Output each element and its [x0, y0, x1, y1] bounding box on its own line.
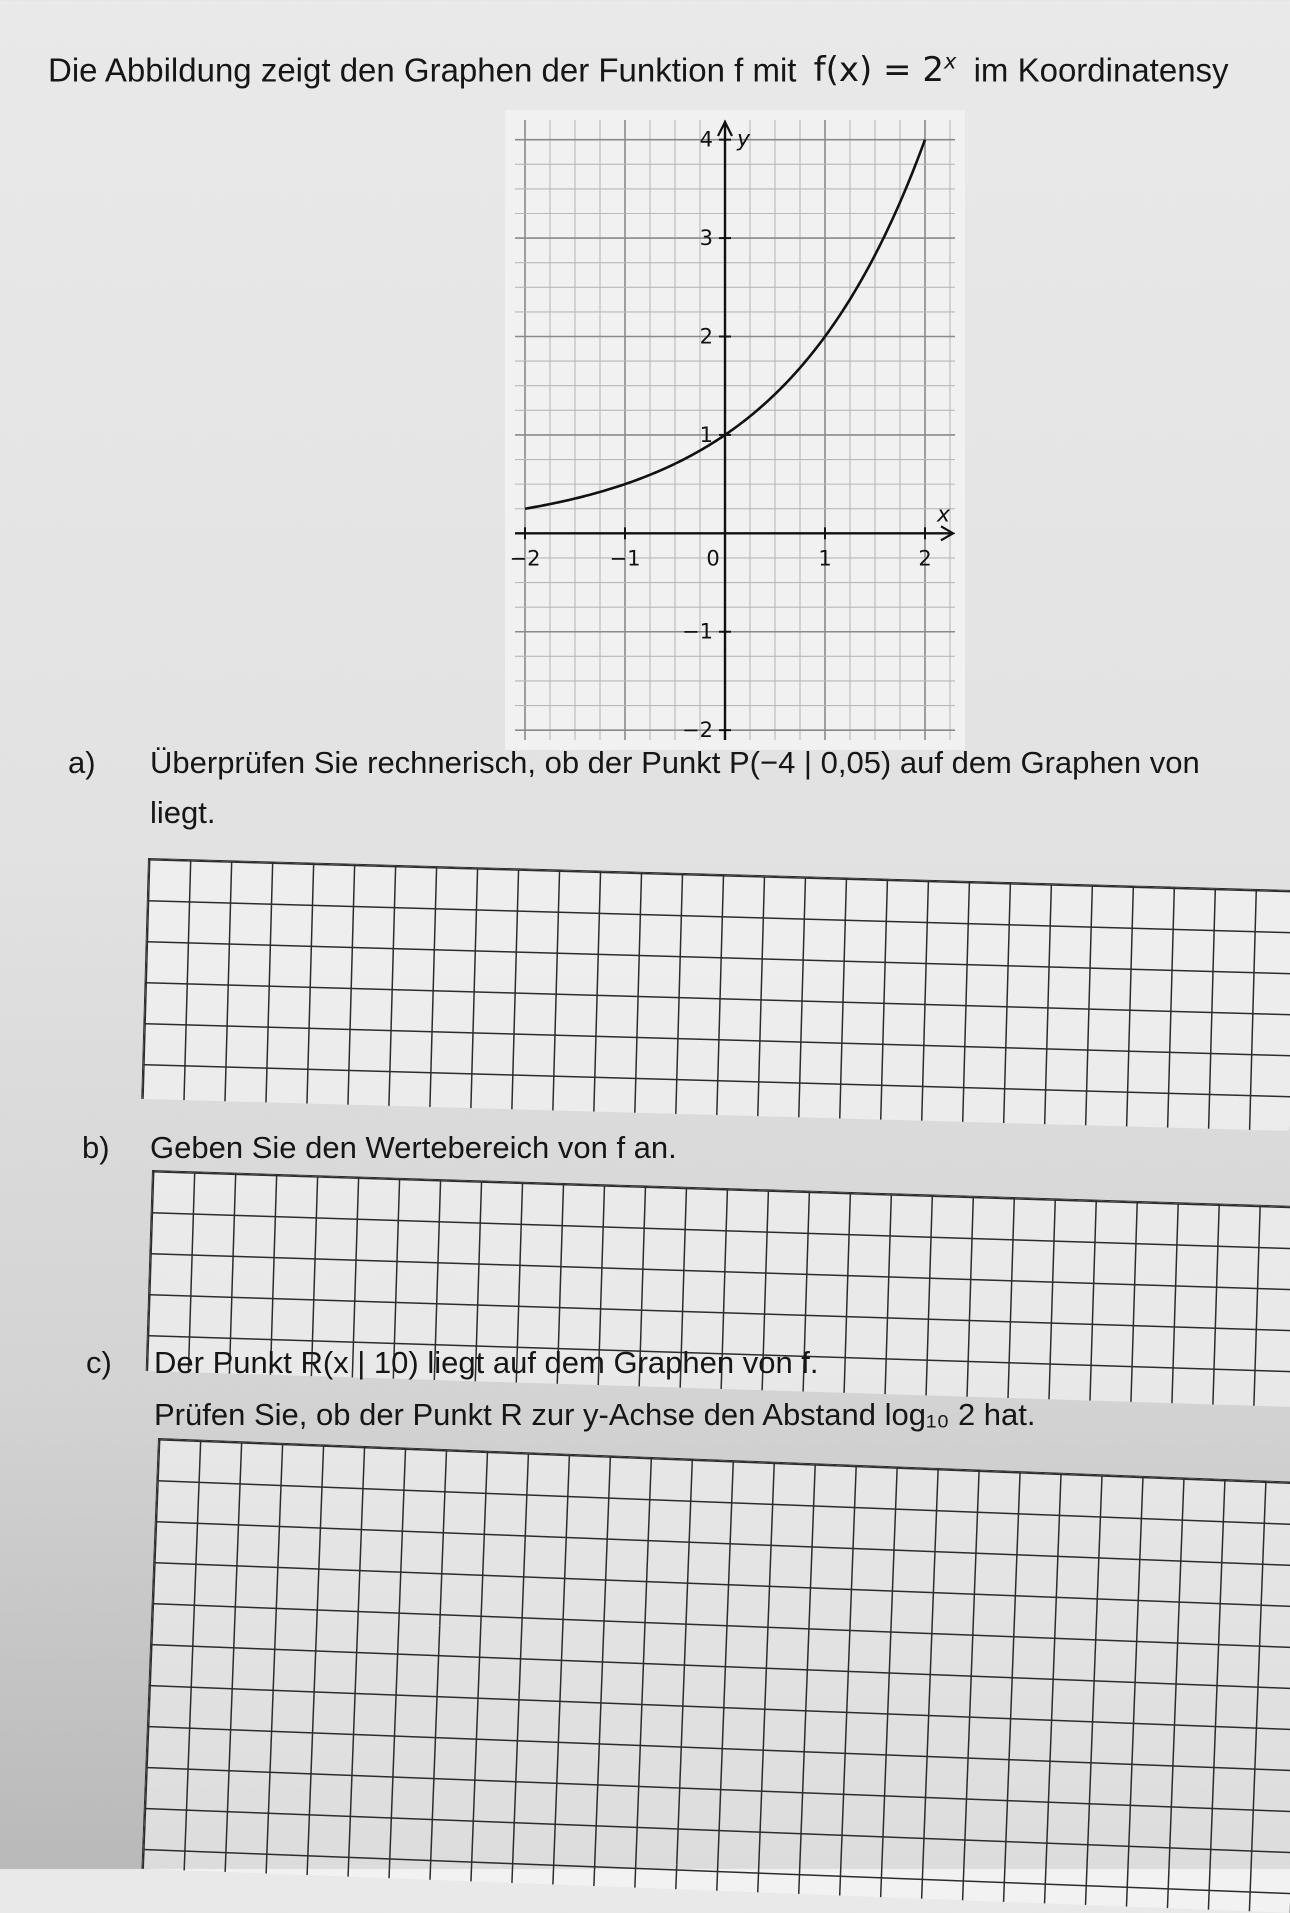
- task-c-text-2: Prüfen Sie, ob der Punkt R zur y-Achse den Abstand log₁₀ 2 hat.: [154, 1397, 1036, 1432]
- function-graph: [505, 110, 965, 750]
- y-tick-label: 3: [699, 226, 713, 251]
- y-tick-label: 2: [699, 324, 713, 349]
- x-tick-label: 0: [706, 546, 720, 571]
- task-c-text: Der Punkt R(x | 10) liegt auf dem Graphen von f.: [154, 1345, 819, 1380]
- y-tick-label: −2: [682, 718, 713, 743]
- intro-text: [48, 50, 1229, 90]
- task-b-label: b): [82, 1130, 110, 1165]
- y-tick-label: −1: [682, 619, 713, 644]
- function-formula: $f(x) = 2^x$: [813, 50, 957, 91]
- x-tick-label: −1: [609, 546, 641, 571]
- y-axis-label: y: [737, 127, 751, 152]
- y-tick-label: 1: [699, 422, 713, 447]
- graph-background: [505, 110, 965, 750]
- task-b-text: Geben Sie den Wertebereich von f an.: [150, 1130, 677, 1165]
- intro-text-after: im Koordinatensy: [973, 51, 1229, 89]
- task-a-text: Überprüfen Sie rechnerisch, ob der Punkt P(−4 | 0,05) auf dem Graphen von: [150, 745, 1200, 780]
- intro-text-before: Die Abbildung zeigt den Graphen der Funktion f mit: [48, 51, 797, 89]
- y-tick-label: 4: [699, 127, 713, 152]
- x-tick-label: 2: [918, 546, 932, 571]
- answer-grid-c[interactable]: [141, 1438, 1290, 1913]
- x-tick-label: 1: [818, 546, 832, 571]
- x-tick-label: −2: [509, 546, 541, 571]
- task-a-label: a): [68, 745, 96, 780]
- task-a-text-2: liegt.: [150, 795, 216, 830]
- task-c-label: c): [86, 1345, 112, 1380]
- answer-grid-a[interactable]: [141, 858, 1290, 1131]
- x-axis-label: x: [937, 502, 951, 528]
